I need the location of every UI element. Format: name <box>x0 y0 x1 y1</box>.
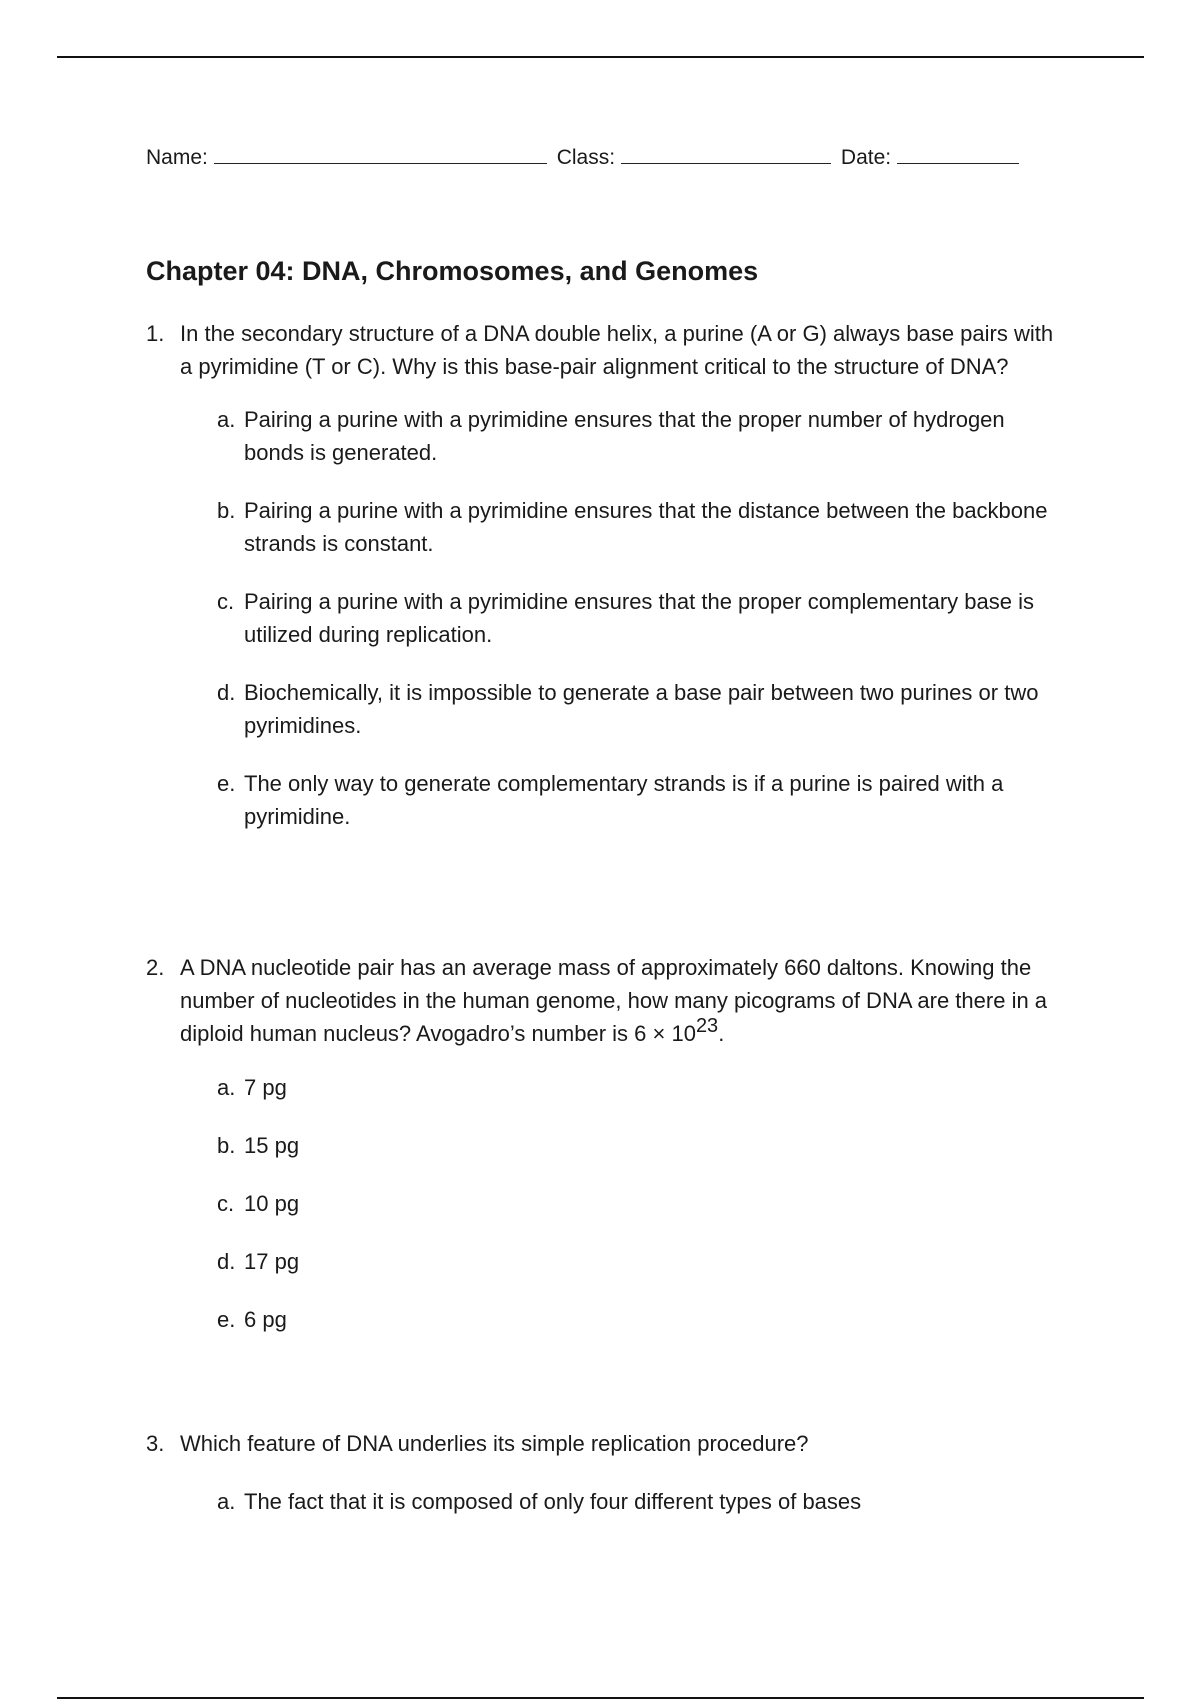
top-rule <box>57 56 1144 58</box>
option-text: 7 pg <box>244 1075 287 1100</box>
class-label: Class: <box>556 146 616 169</box>
option-text: Pairing a purine with a pyrimidine ensures that the proper number of hydrogen bonds is generated. <box>244 407 1005 465</box>
answer-option[interactable] <box>217 1071 1066 1104</box>
question-1 <box>146 317 1066 833</box>
exponent: 23 <box>695 1015 719 1037</box>
option-text: 10 pg <box>244 1191 300 1216</box>
option-letter: d. <box>217 1249 236 1274</box>
answer-option[interactable] <box>217 1187 1066 1220</box>
option-letter: c. <box>217 1191 235 1216</box>
option-letter: e. <box>217 1307 236 1332</box>
question-3 <box>146 1427 1066 1518</box>
question-2 <box>146 951 1066 1336</box>
answer-option[interactable] <box>217 1303 1066 1336</box>
answer-option[interactable] <box>217 1485 1066 1518</box>
date-blank[interactable] <box>897 145 1019 164</box>
option-letter: a. <box>217 407 236 432</box>
answer-option[interactable] <box>217 585 1066 651</box>
answer-options <box>146 1071 1066 1336</box>
date-label: Date: <box>840 146 892 169</box>
answer-option[interactable] <box>217 676 1066 742</box>
answer-option[interactable] <box>217 1129 1066 1162</box>
option-text: The fact that it is composed of only four different types of bases <box>244 1489 862 1514</box>
option-letter: b. <box>217 1133 236 1158</box>
question-number: 3. <box>146 1431 165 1456</box>
answer-option[interactable] <box>217 767 1066 833</box>
question-text-main: A DNA nucleotide pair has an average mass of approximately 660 daltons. Knowing the number of nucleotides in the human genome, how many picograms of DNA are there in a diploid human nucleus? Avogadro’s number is 6 × 10 <box>180 955 1048 1046</box>
question-text: In the secondary structure of a DNA double helix, a purine (A or G) always base pairs with a pyrimidine (T or C). Why is this base-pair alignment critical to the structure of DNA? <box>180 321 1054 379</box>
question-text: Which feature of DNA underlies its simple replication procedure? <box>180 1431 809 1456</box>
option-text: Pairing a purine with a pyrimidine ensures that the proper complementary base is utilized during replication. <box>244 589 1034 647</box>
class-blank[interactable] <box>621 145 831 164</box>
answer-option[interactable] <box>217 1245 1066 1278</box>
option-text: The only way to generate complementary strands is if a purine is paired with a pyrimidine. <box>244 771 1004 829</box>
option-letter: d. <box>217 680 236 705</box>
option-text: Biochemically, it is impossible to generate a base pair between two purines or two pyrimidines. <box>244 680 1039 738</box>
question-text <box>180 951 1066 1050</box>
question-number: 1. <box>146 321 165 346</box>
bottom-rule <box>57 1697 1144 1699</box>
question-text-end: . <box>718 1021 725 1046</box>
option-text: 6 pg <box>244 1307 287 1332</box>
question-number: 2. <box>146 955 165 980</box>
option-letter: e. <box>217 771 236 796</box>
option-text: 15 pg <box>244 1133 300 1158</box>
option-letter: c. <box>217 589 235 614</box>
option-text: Pairing a purine with a pyrimidine ensures that the distance between the backbone strands is constant. <box>244 498 1048 556</box>
chapter-title: Chapter 04: DNA, Chromosomes, and Genomes <box>146 256 759 286</box>
answer-options <box>146 1485 1066 1518</box>
answer-option[interactable] <box>217 403 1066 469</box>
answer-options <box>146 403 1066 833</box>
option-text: 17 pg <box>244 1249 300 1274</box>
option-letter: a. <box>217 1075 236 1100</box>
option-letter: b. <box>217 498 236 523</box>
name-blank[interactable] <box>214 145 547 164</box>
student-info-line <box>146 145 1023 170</box>
name-label: Name: <box>146 146 208 169</box>
option-letter: a. <box>217 1489 236 1514</box>
answer-option[interactable] <box>217 494 1066 560</box>
